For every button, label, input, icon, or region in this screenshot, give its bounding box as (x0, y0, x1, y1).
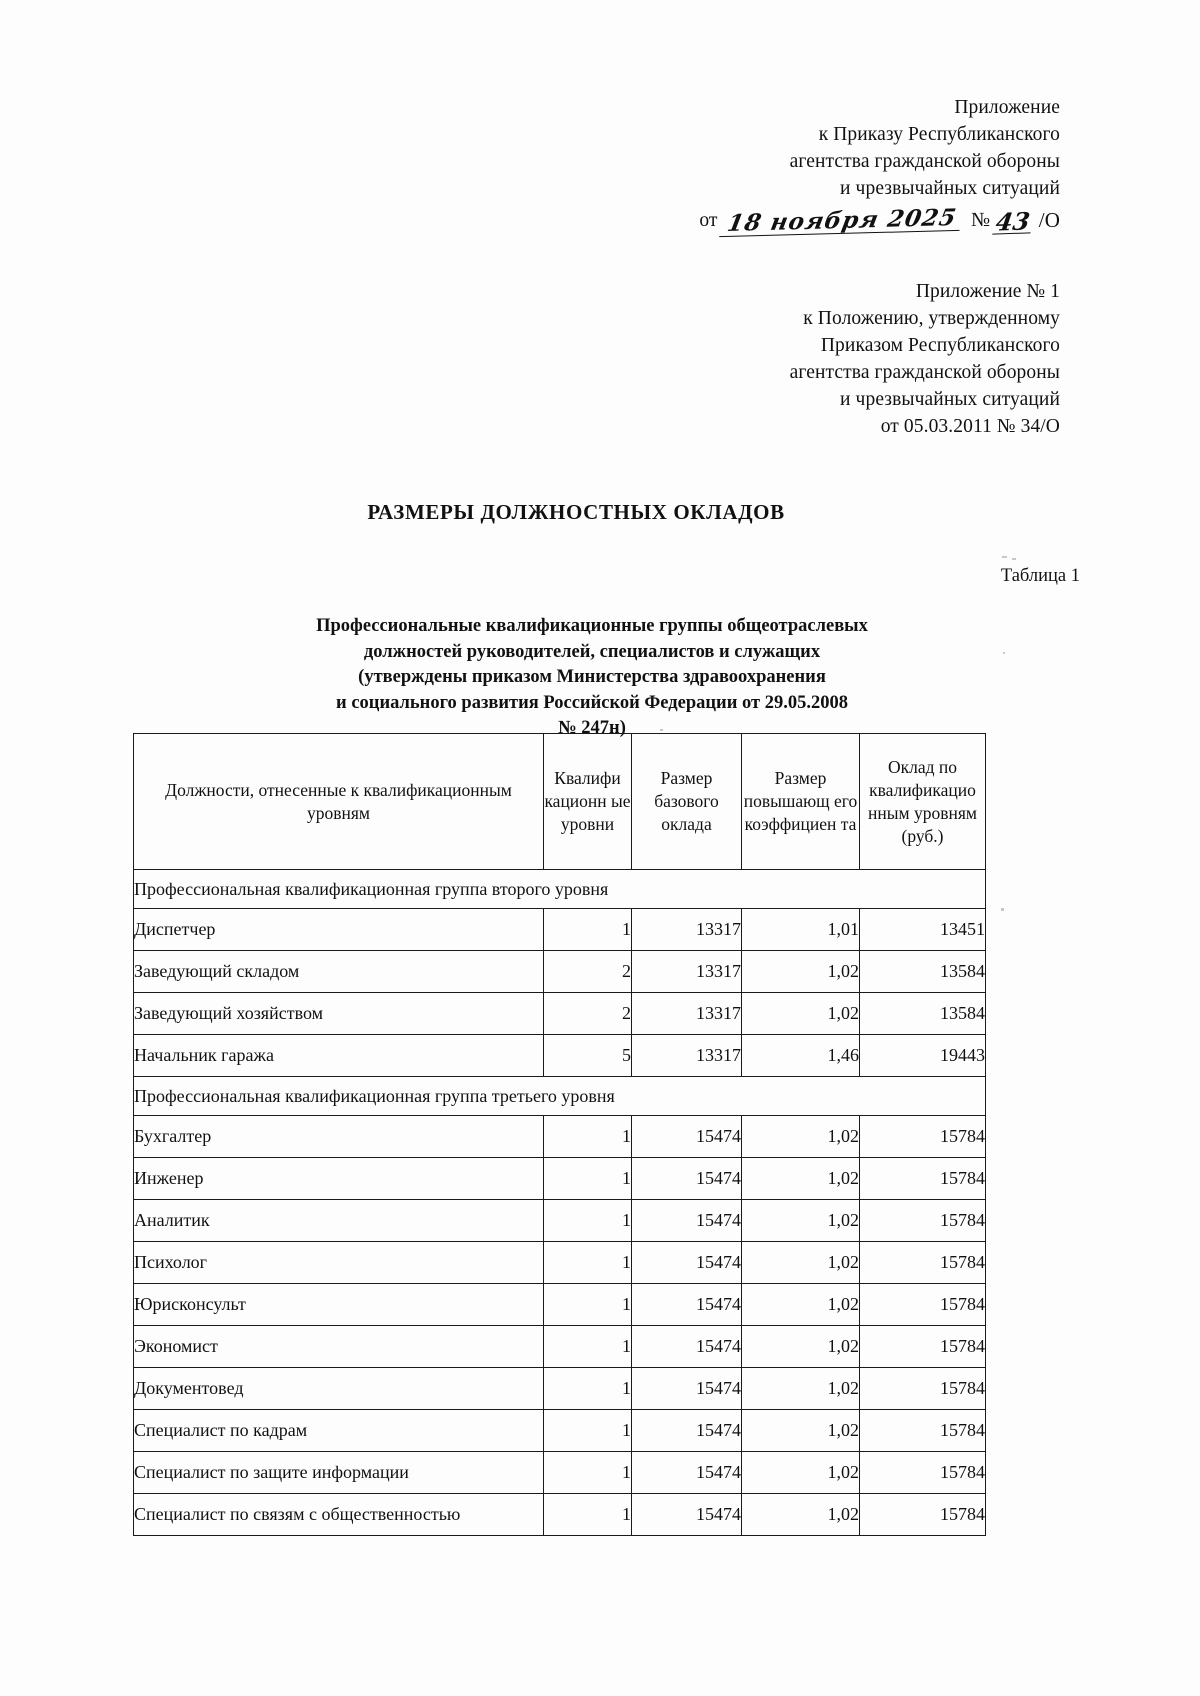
cell-salary: 15784 (860, 1494, 986, 1536)
column-header-levels: Квалифи кационн ые уровни (544, 734, 632, 870)
cell-level: 1 (544, 1284, 632, 1326)
cell-salary: 15784 (860, 1158, 986, 1200)
cell-base-salary: 13317 (632, 993, 742, 1035)
header-line: Приложение № 1 (915, 281, 1060, 302)
header-line: Приложение (954, 97, 1060, 118)
cell-coefficient: 1,02 (742, 1116, 860, 1158)
header-line: и чрезвычайных ситуаций (840, 178, 1060, 199)
header-line: и чрезвычайных ситуаций (840, 389, 1060, 410)
subtitle-line: Профессиональные квалификационные группы общеотраслевых (316, 616, 868, 636)
group-label: Профессиональная квалификационная группа третьего уровня (134, 1077, 986, 1116)
cell-position: Диспетчер (134, 909, 544, 951)
table-label: Таблица 1 (1000, 566, 1080, 586)
header-line: от 05.03.2011 № 34/О (880, 416, 1060, 437)
scan-speck (1003, 652, 1005, 654)
cell-coefficient: 1,02 (742, 1242, 860, 1284)
column-header-coefficient: Размер повышающ его коэффициен та (742, 734, 860, 870)
header-line: к Положению, утвержденному (803, 308, 1060, 329)
table-row (134, 1200, 986, 1242)
subtitle-line: и социального развития Российской Федерации от 29.05.2008 (336, 692, 848, 713)
table-row (134, 1368, 986, 1410)
cell-coefficient: 1,46 (742, 1035, 860, 1077)
cell-salary: 15784 (860, 1200, 986, 1242)
cell-level: 2 (544, 951, 632, 993)
cell-base-salary: 13317 (632, 909, 742, 951)
order-date-number-line (600, 204, 1060, 237)
cell-coefficient: 1,02 (742, 1326, 860, 1368)
cell-salary: 13451 (860, 909, 986, 951)
cell-coefficient: 1,02 (742, 1368, 860, 1410)
scan-speck (1001, 908, 1004, 911)
cell-salary: 15784 (860, 1284, 986, 1326)
handwritten-date: 18 ноября 2025 (719, 207, 964, 237)
cell-base-salary: 15474 (632, 1158, 742, 1200)
cell-salary: 15784 (860, 1410, 986, 1452)
column-header-base-salary: Размер базового оклада (632, 734, 742, 870)
column-header-positions: Должности, отнесенные к квалификационным уровням (134, 734, 544, 870)
cell-position: Бухгалтер (134, 1116, 544, 1158)
scan-speck (1002, 556, 1007, 558)
table-row (134, 1035, 986, 1077)
cell-position: Заведующий складом (134, 951, 544, 993)
cell-position: Заведующий хозяйством (134, 993, 544, 1035)
subtitle-line: должностей руководителей, специалистов и служащих (363, 641, 821, 662)
table-subtitle (0, 614, 1192, 742)
date-label: от (699, 210, 718, 231)
cell-base-salary: 15474 (632, 1200, 742, 1242)
cell-base-salary: 15474 (632, 1452, 742, 1494)
table-row (134, 1326, 986, 1368)
table-row (134, 1242, 986, 1284)
table-group-row (134, 870, 986, 909)
cell-position: Инженер (134, 1158, 544, 1200)
cell-level: 1 (544, 1116, 632, 1158)
cell-level: 1 (544, 1368, 632, 1410)
cell-base-salary: 15474 (632, 1494, 742, 1536)
cell-coefficient: 1,02 (742, 1410, 860, 1452)
cell-coefficient: 1,02 (742, 993, 860, 1035)
column-header-salary-by-level: Оклад по квалификацио нным уровням (руб.) (860, 734, 986, 870)
cell-position: Психолог (134, 1242, 544, 1284)
cell-level: 1 (544, 1326, 632, 1368)
cell-coefficient: 1,02 (742, 1200, 860, 1242)
table-row (134, 951, 986, 993)
cell-coefficient: 1,02 (742, 1452, 860, 1494)
cell-base-salary: 13317 (632, 1035, 742, 1077)
cell-coefficient: 1,02 (742, 1158, 860, 1200)
table-row (134, 909, 986, 951)
cell-base-salary: 15474 (632, 1284, 742, 1326)
cell-level: 5 (544, 1035, 632, 1077)
cell-level: 1 (544, 909, 632, 951)
cell-base-salary: 15474 (632, 1368, 742, 1410)
cell-base-salary: 15474 (632, 1116, 742, 1158)
cell-position: Документовед (134, 1368, 544, 1410)
cell-salary: 15784 (860, 1368, 986, 1410)
cell-base-salary: 15474 (632, 1410, 742, 1452)
cell-salary: 13584 (860, 951, 986, 993)
table-row (134, 1452, 986, 1494)
table-header-row (134, 734, 986, 870)
header-line: к Приказу Республиканского (818, 124, 1060, 145)
cell-position: Аналитик (134, 1200, 544, 1242)
header-line: агентства гражданской обороны (789, 151, 1060, 172)
cell-position: Специалист по связям с общественностью (134, 1494, 544, 1536)
cell-position: Специалист по кадрам (134, 1410, 544, 1452)
number-label: № (971, 209, 991, 231)
header-line: агентства гражданской обороны (789, 362, 1060, 383)
table-body (134, 870, 986, 1536)
header-line: Приказом Республиканского (820, 335, 1060, 356)
cell-level: 1 (544, 1158, 632, 1200)
cell-level: 1 (544, 1494, 632, 1536)
subtitle-line: (утверждены приказом Министерства здравоохранения (358, 667, 826, 687)
table-group-row (134, 1077, 986, 1116)
table-row (134, 1494, 986, 1536)
cell-salary: 15784 (860, 1452, 986, 1494)
cell-position: Экономист (134, 1326, 544, 1368)
cell-salary: 13584 (860, 993, 986, 1035)
cell-coefficient: 1,02 (742, 1284, 860, 1326)
cell-coefficient: 1,02 (742, 1494, 860, 1536)
table-row (134, 1284, 986, 1326)
cell-salary: 15784 (860, 1116, 986, 1158)
cell-position: Специалист по защите информации (134, 1452, 544, 1494)
cell-salary: 19443 (860, 1035, 986, 1077)
page-title: РАЗМЕРЫ ДОЛЖНОСТНЫХ ОКЛАДОВ (367, 500, 785, 524)
cell-salary: 15784 (860, 1242, 986, 1284)
order-number-suffix: /О (1038, 208, 1060, 232)
scan-speck (1012, 558, 1016, 560)
handwritten-order-number: 43 (994, 206, 1033, 237)
cell-coefficient: 1,02 (742, 951, 860, 993)
scan-speck (660, 729, 663, 731)
cell-level: 1 (544, 1200, 632, 1242)
appendix-header-secondary (600, 278, 1060, 440)
cell-base-salary: 15474 (632, 1326, 742, 1368)
cell-salary: 15784 (860, 1326, 986, 1368)
cell-base-salary: 15474 (632, 1242, 742, 1284)
table-row (134, 1116, 986, 1158)
table-row (134, 1410, 986, 1452)
cell-level: 1 (544, 1452, 632, 1494)
cell-position: Начальник гаража (134, 1035, 544, 1077)
table-row (134, 993, 986, 1035)
cell-level: 1 (544, 1242, 632, 1284)
appendix-header-primary (600, 94, 1060, 237)
cell-position: Юрисконсульт (134, 1284, 544, 1326)
cell-level: 1 (544, 1410, 632, 1452)
group-label: Профессиональная квалификационная группа второго уровня (134, 870, 986, 909)
subtitle-line: № 247н) (558, 718, 626, 738)
cell-level: 2 (544, 993, 632, 1035)
salary-table (133, 733, 986, 1536)
cell-coefficient: 1,01 (742, 909, 860, 951)
table-row (134, 1158, 986, 1200)
cell-base-salary: 13317 (632, 951, 742, 993)
